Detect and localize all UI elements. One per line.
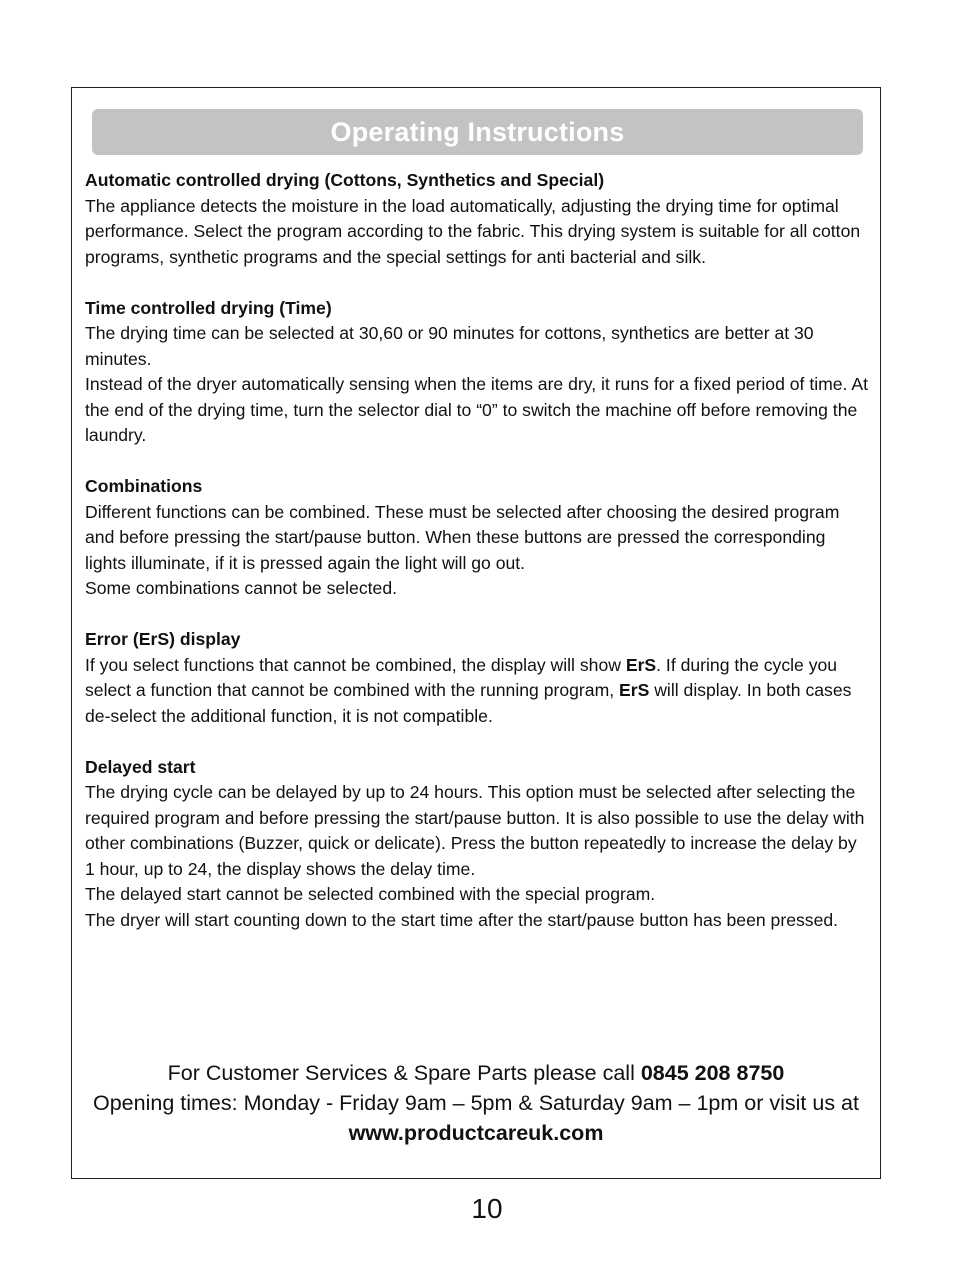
error-code: ErS [625,654,657,675]
section-combinations [85,474,871,602]
instructions-content [85,168,871,959]
section-delayed-start [85,755,871,934]
paragraph: Some combinations cannot be selected. [85,578,397,598]
page-frame [71,87,881,1179]
paragraph [85,653,871,730]
paragraph: The appliance detects the moisture in the load automatically, adjusting the drying time for optimal performance. Select the program according to the fabric. This drying system is suitable for all cotton programs, synthetic programs and the special settings for anti bacterial and silk. [85,195,861,267]
paragraph-text: . If during the cycle you select a function that cannot be combined with the running program, [85,654,838,700]
section-heading: Time controlled drying (Time) [85,297,332,318]
opening-times-text: Opening times: Monday - Friday 9am – 5pm & Saturday 9am – 1pm or visit us at [93,1091,859,1115]
opening-times-line [72,1088,880,1148]
customer-service-info [72,1058,880,1148]
section-heading: Delayed start [85,756,196,777]
paragraph: Different functions can be combined. These must be selected after choosing the desired program and before pressing the start/pause button. When these buttons are pressed the corresponding lights illuminate, if it is pressed again the light will go out. [85,501,840,573]
paragraph: The drying cycle can be delayed by up to 24 hours. This option must be selected after selecting the required program and before pressing the start/pause button. It is also possible to use the delay with other combinations (Buzzer, quick or delicate). Press the button repeatedly to increase the delay by 1 hour, up to 24, the display shows the delay time. [85,782,865,879]
paragraph: Instead of the dryer automatically sensing when the items are dry, it runs for a fixed period of time. At the end of the drying time, turn the selector dial to “0” to switch the machine off before removing the laundry. [85,374,868,445]
page-title: Operating Instructions [330,116,625,147]
contact-text: For Customer Services & Spare Parts please call [167,1061,641,1085]
phone-number: 0845 208 8750 [640,1061,785,1085]
paragraph-text: will display. In both cases de-select the additional function, it is not compatible. [85,680,852,726]
paragraph: The dryer will start counting down to the start time after the start/pause button has been pressed. [85,909,839,930]
section-heading: Automatic controlled drying (Cottons, Synthetics and Special) [85,170,605,190]
section-error-display [85,627,871,729]
section-time-drying [85,296,871,449]
error-code: ErS [619,680,650,700]
section-heading: Error (ErS) display [85,629,241,649]
website-link[interactable]: www.productcareuk.com [348,1121,604,1145]
paragraph: The delayed start cannot be selected combined with the special program. [85,884,656,904]
page-number: 10 [471,1193,503,1224]
paragraph-text: If you select functions that cannot be combined, the display will show [85,654,626,675]
section-automatic-drying [85,168,871,270]
section-heading: Combinations [85,476,203,496]
title-banner [92,109,863,155]
contact-phone-line [72,1058,880,1088]
paragraph: The drying time can be selected at 30,60 or 90 minutes for cottons, synthetics are better at 30 minutes. [85,323,814,369]
